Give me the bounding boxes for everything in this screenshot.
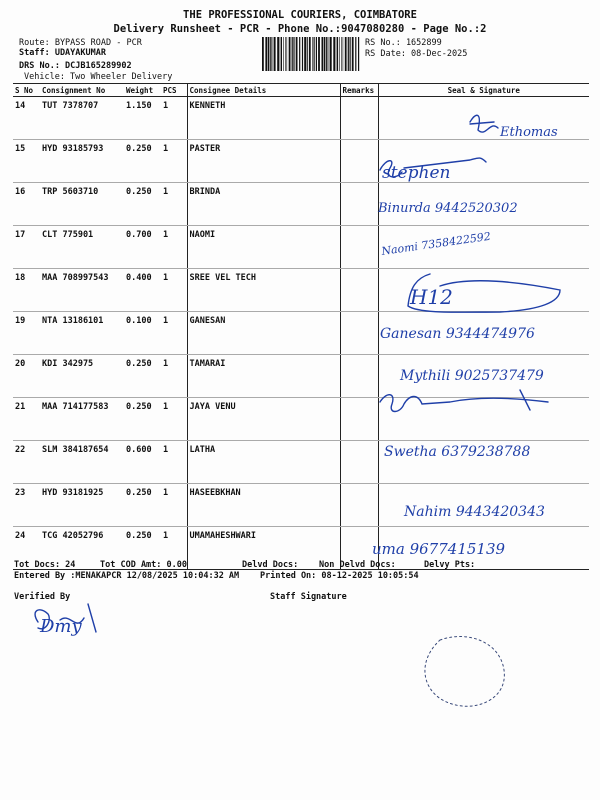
- cell-sno: 23: [13, 484, 40, 527]
- barcode-bar: [330, 37, 332, 71]
- printed-on: Printed On: 08-12-2025 10:05:54: [260, 571, 419, 581]
- barcode-bar: [265, 37, 267, 71]
- cell-remarks: [340, 269, 378, 312]
- barcode-bar: [309, 37, 311, 71]
- signature-text-14: Ethomas: [500, 125, 558, 140]
- cell-pcs: 1: [161, 527, 187, 570]
- barcode-bar: [355, 37, 356, 71]
- table-row: [13, 226, 589, 269]
- barcode-bar: [337, 37, 338, 71]
- cell-sno: 14: [13, 97, 40, 140]
- barcode-bar: [299, 37, 300, 71]
- barcode-bar: [283, 37, 284, 71]
- cell-pcs: 1: [161, 441, 187, 484]
- cell-consignee: NAOMI: [187, 226, 340, 269]
- cell-consignee: SREE VEL TECH: [187, 269, 340, 312]
- total-cod-amount: Tot COD Amt: 0.00: [100, 560, 187, 570]
- cell-remarks: [340, 97, 378, 140]
- total-docs: Tot Docs: 24: [14, 560, 76, 570]
- delivered-docs: Delvd Docs:: [242, 560, 299, 570]
- rs-date: RS Date: 08-Dec-2025: [365, 49, 468, 59]
- barcode-bar: [292, 37, 293, 71]
- cell-signature: [378, 527, 589, 570]
- cell-weight: 1.150: [124, 97, 161, 140]
- cell-weight: 0.250: [124, 140, 161, 183]
- cell-weight: 0.250: [124, 484, 161, 527]
- col-sno: S No: [13, 84, 40, 97]
- runsheet-subtitle: Delivery Runsheet - PCR - Phone No.:9047080280 - Page No.:2: [113, 23, 487, 35]
- table-row: [13, 312, 589, 355]
- cell-pcs: 1: [161, 355, 187, 398]
- cell-pcs: 1: [161, 269, 187, 312]
- entered-by: Entered By :MENAKAPCR 12/08/2025 10:04:32 AM: [14, 571, 240, 581]
- col-weight: Weight: [124, 84, 161, 97]
- barcode-bar: [271, 37, 272, 71]
- cell-remarks: [340, 441, 378, 484]
- barcode-bar: [341, 37, 342, 71]
- cell-sno: 17: [13, 226, 40, 269]
- cell-pcs: 1: [161, 312, 187, 355]
- signature-text-23: Nahim 9443420343: [404, 504, 545, 520]
- cell-consignee: JAYA VENU: [187, 398, 340, 441]
- signature-text-18: H12: [410, 285, 453, 309]
- seal-stamp: [425, 637, 504, 707]
- cell-weight: 0.250: [124, 183, 161, 226]
- barcode-bar: [296, 37, 298, 71]
- barcode-bar: [304, 37, 306, 71]
- signature-text-16: Binurda 9442520302: [378, 201, 518, 216]
- col-seal-signature: Seal & Signature: [378, 84, 589, 97]
- cell-signature: [378, 269, 589, 312]
- table-row: [13, 183, 589, 226]
- signature-text-24: uma 9677415139: [372, 540, 506, 558]
- cell-remarks: [340, 140, 378, 183]
- cell-remarks: [340, 484, 378, 527]
- cell-consignee: PASTER: [187, 140, 340, 183]
- cell-remarks: [340, 398, 378, 441]
- cell-pcs: 1: [161, 398, 187, 441]
- table-row: [13, 269, 589, 312]
- non-delivered-docs: Non Delvd Docs:: [319, 560, 396, 570]
- cell-signature: [378, 140, 589, 183]
- col-remarks: Remarks: [340, 84, 378, 97]
- table-row: [13, 140, 589, 183]
- col-consignee: Consignee Details: [187, 84, 340, 97]
- cell-signature: [378, 183, 589, 226]
- barcode-bar: [326, 37, 327, 71]
- rs-number: RS No.: 1652899: [365, 38, 442, 48]
- cell-consignee: UMAMAHESHWARI: [187, 527, 340, 570]
- barcode-bar: [352, 37, 354, 71]
- barcode-bar: [273, 37, 274, 71]
- vehicle: Vehicle: Two Wheeler Delivery: [24, 72, 173, 82]
- barcode-bar: [268, 37, 269, 71]
- table-row: [13, 484, 589, 527]
- cell-consignment: TCG 42052796: [40, 527, 124, 570]
- cell-signature: [378, 97, 589, 140]
- barcode-bar: [358, 37, 359, 71]
- cell-consignment: MAA 708997543: [40, 269, 124, 312]
- cell-consignee: KENNETH: [187, 97, 340, 140]
- cell-sno: 16: [13, 183, 40, 226]
- signature-text-20: Mythili 9025737479: [400, 368, 544, 384]
- barcode-bar: [293, 37, 294, 71]
- cell-consignment: MAA 714177583: [40, 398, 124, 441]
- cell-remarks: [340, 226, 378, 269]
- cell-consignee: HASEEBKHAN: [187, 484, 340, 527]
- verified-by-label: Verified By: [14, 592, 71, 602]
- signature-text-19: Ganesan 9344474976: [380, 326, 535, 342]
- cell-pcs: 1: [161, 97, 187, 140]
- cell-consignee: GANESAN: [187, 312, 340, 355]
- cell-sno: 18: [13, 269, 40, 312]
- cell-weight: 0.700: [124, 226, 161, 269]
- barcode-bar: [312, 37, 313, 71]
- cell-pcs: 1: [161, 140, 187, 183]
- barcode-bar: [345, 37, 347, 71]
- cell-consignment: KDI 342975: [40, 355, 124, 398]
- barcode-bar: [274, 37, 276, 71]
- cell-weight: 0.250: [124, 398, 161, 441]
- company-title: THE PROFESSIONAL COURIERS, COIMBATORE: [183, 9, 417, 21]
- cell-consignment: SLM 384187654: [40, 441, 124, 484]
- signature-text-17: Naomi 7358422592: [380, 229, 492, 258]
- cell-sno: 24: [13, 527, 40, 570]
- cell-signature: [378, 398, 589, 441]
- barcode-bar: [328, 37, 329, 71]
- cell-remarks: [340, 355, 378, 398]
- cell-consignee: LATHA: [187, 441, 340, 484]
- col-pcs: PCS: [161, 84, 187, 97]
- barcode-bar: [262, 37, 264, 71]
- cell-consignment: HYD 93181925: [40, 484, 124, 527]
- barcode-bar: [307, 37, 308, 71]
- col-consignment: Consignment No: [40, 84, 124, 97]
- cell-consignment: NTA 13186101: [40, 312, 124, 355]
- barcode-bar: [277, 37, 279, 71]
- cell-sno: 15: [13, 140, 40, 183]
- barcode-bar: [281, 37, 282, 71]
- staff: Staff: UDAYAKUMAR: [19, 48, 106, 58]
- barcode-bar: [324, 37, 325, 71]
- barcode-bar: [343, 37, 344, 71]
- table-header: [13, 84, 589, 97]
- cell-weight: 0.100: [124, 312, 161, 355]
- verified-scribble: [35, 604, 96, 632]
- cell-sno: 19: [13, 312, 40, 355]
- barcode-bar: [322, 37, 324, 71]
- barcode-bar: [287, 37, 288, 71]
- delivery-points: Delvy Pts:: [424, 560, 476, 570]
- barcode-bar: [348, 37, 349, 71]
- barcode: [262, 37, 362, 71]
- cell-signature: [378, 484, 589, 527]
- cell-signature: [378, 312, 589, 355]
- cell-remarks: [340, 312, 378, 355]
- barcode-bar: [302, 37, 303, 71]
- cell-weight: 0.600: [124, 441, 161, 484]
- barcode-bar: [336, 37, 337, 71]
- barcode-bar: [285, 37, 286, 71]
- table-row: [13, 97, 589, 140]
- barcode-bar: [339, 37, 340, 71]
- cell-weight: 0.250: [124, 527, 161, 570]
- cell-pcs: 1: [161, 226, 187, 269]
- table-row: [13, 355, 589, 398]
- barcode-bar: [318, 37, 320, 71]
- cell-pcs: 1: [161, 484, 187, 527]
- cell-consignee: TAMARAI: [187, 355, 340, 398]
- barcode-bar: [316, 37, 317, 71]
- cell-signature: [378, 355, 589, 398]
- runsheet-table: [13, 83, 589, 570]
- cell-sno: 22: [13, 441, 40, 484]
- cell-weight: 0.400: [124, 269, 161, 312]
- barcode-bar: [333, 37, 335, 71]
- cell-weight: 0.250: [124, 355, 161, 398]
- signature-text-22: Swetha 6379238788: [384, 444, 531, 460]
- signature-text-15: stephen: [382, 163, 451, 183]
- cell-consignee: BRINDA: [187, 183, 340, 226]
- table-row: [13, 441, 589, 484]
- cell-sno: 21: [13, 398, 40, 441]
- staff-signature-label: Staff Signature: [270, 592, 347, 602]
- verified-signature-text: Dmy: [40, 616, 82, 637]
- cell-signature: [378, 441, 589, 484]
- table-row: [13, 398, 589, 441]
- barcode-bar: [289, 37, 291, 71]
- cell-consignment: TRP 5603710: [40, 183, 124, 226]
- cell-signature: [378, 226, 589, 269]
- cell-sno: 20: [13, 355, 40, 398]
- route: Route: BYPASS ROAD - PCR: [19, 38, 142, 48]
- cell-remarks: [340, 183, 378, 226]
- cell-consignment: CLT 775901: [40, 226, 124, 269]
- cell-pcs: 1: [161, 183, 187, 226]
- cell-consignment: HYD 93185793: [40, 140, 124, 183]
- barcode-bar: [329, 37, 330, 71]
- barcode-bar: [350, 37, 351, 71]
- barcode-bar: [270, 37, 271, 71]
- cell-consignment: TUT 7378707: [40, 97, 124, 140]
- barcode-bar: [280, 37, 281, 71]
- barcode-bar: [314, 37, 315, 71]
- drs-number: DRS No.: DCJB165289902: [19, 61, 132, 71]
